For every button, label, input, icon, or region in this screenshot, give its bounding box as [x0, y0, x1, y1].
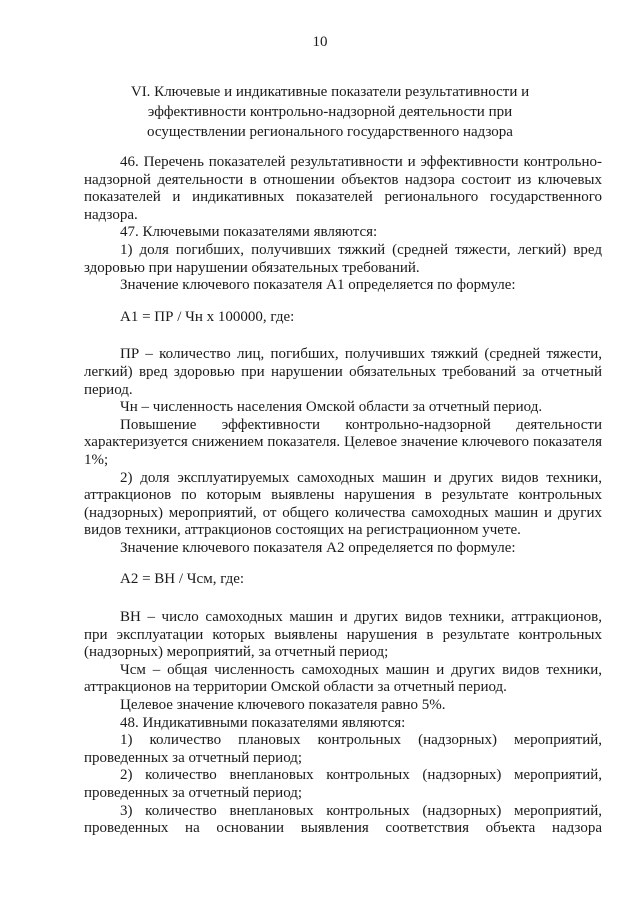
paragraph-48: 48. Индикативными показателями являются: [120, 714, 406, 731]
paragraph-47-item-2: 2) доля эксплуатируемых самоходных машин и других видов техники, аттракционов по которым выявлены нарушения в результате контрольных (надзорных) мероприятий, от общего количества самоходных машин и других видов техники, аттракционов состоящих на регистрационном учете. [84, 469, 602, 539]
definition-vn: ВН – число самоходных машин и других видов техники, аттракционов, при эксплуатации которых выявлены нарушения в результате контрольных (надзорных) мероприятий, за отчетный период; [84, 609, 602, 661]
definition-chn: Чн – численность населения Омской области за отчетный период. [120, 399, 543, 416]
formula-a2: А2 = ВН / Чсм, где: [120, 571, 245, 588]
paragraph-47-item-1: 1) доля погибших, получивших тяжкий (средней тяжести, легкий) вред здоровью при нарушении обязательных требований. [84, 241, 602, 276]
page-number: 10 [312, 34, 328, 50]
paragraph-48-item-3: 3) количество внеплановых контрольных (надзорных) мероприятий, проведенных на основании выявления соответствия объекта надзора [84, 802, 602, 837]
document-body [84, 154, 602, 838]
paragraph-47: 47. Ключевыми показателями являются: [120, 224, 378, 241]
definition-pr: ПР – количество лиц, погибших, получивших тяжкий (средней тяжести, легкий) вред здоровью при нарушении обязательных требований за отчетный период. [84, 346, 602, 398]
paragraph-46: 46. Перечень показателей результативности и эффективности контрольно-надзорной деятельности в отношении объектов надзора состоит из ключевых показателей и индикативных показателей регионального государственного надзора. [84, 154, 602, 223]
paragraph-48-item-1: 1) количество плановых контрольных (надзорных) мероприятий, проведенных за отчетный период; [84, 732, 602, 766]
formula-a1: А1 = ПР / Чн х 100000, где: [120, 308, 295, 325]
paragraph-target-a2: Целевое значение ключевого показателя равно 5%. [120, 697, 446, 714]
paragraph-target-a1: Повышение эффективности контрольно-надзорной деятельности характеризуется снижением показателя. Целевое значение ключевого показателя 1%; [84, 416, 602, 468]
paragraph-a2-intro: Значение ключевого показателя А2 определяется по формуле: [120, 539, 516, 556]
definition-chsm: Чсм – общая численность самоходных машин и других видов техники, аттракционов на территории Омской области за отчетный период. [84, 661, 602, 696]
paragraph-48-item-2: 2) количество внеплановых контрольных (надзорных) мероприятий, проведенных за отчетный период; [84, 767, 602, 801]
section-heading: VI. Ключевые и индикативные показатели результативности и эффективности контрольно-надзорной деятельности при осуществлении регионального государственного надзора [130, 84, 530, 140]
paragraph-a1-intro: Значение ключевого показателя А1 определяется по формуле: [120, 277, 516, 294]
